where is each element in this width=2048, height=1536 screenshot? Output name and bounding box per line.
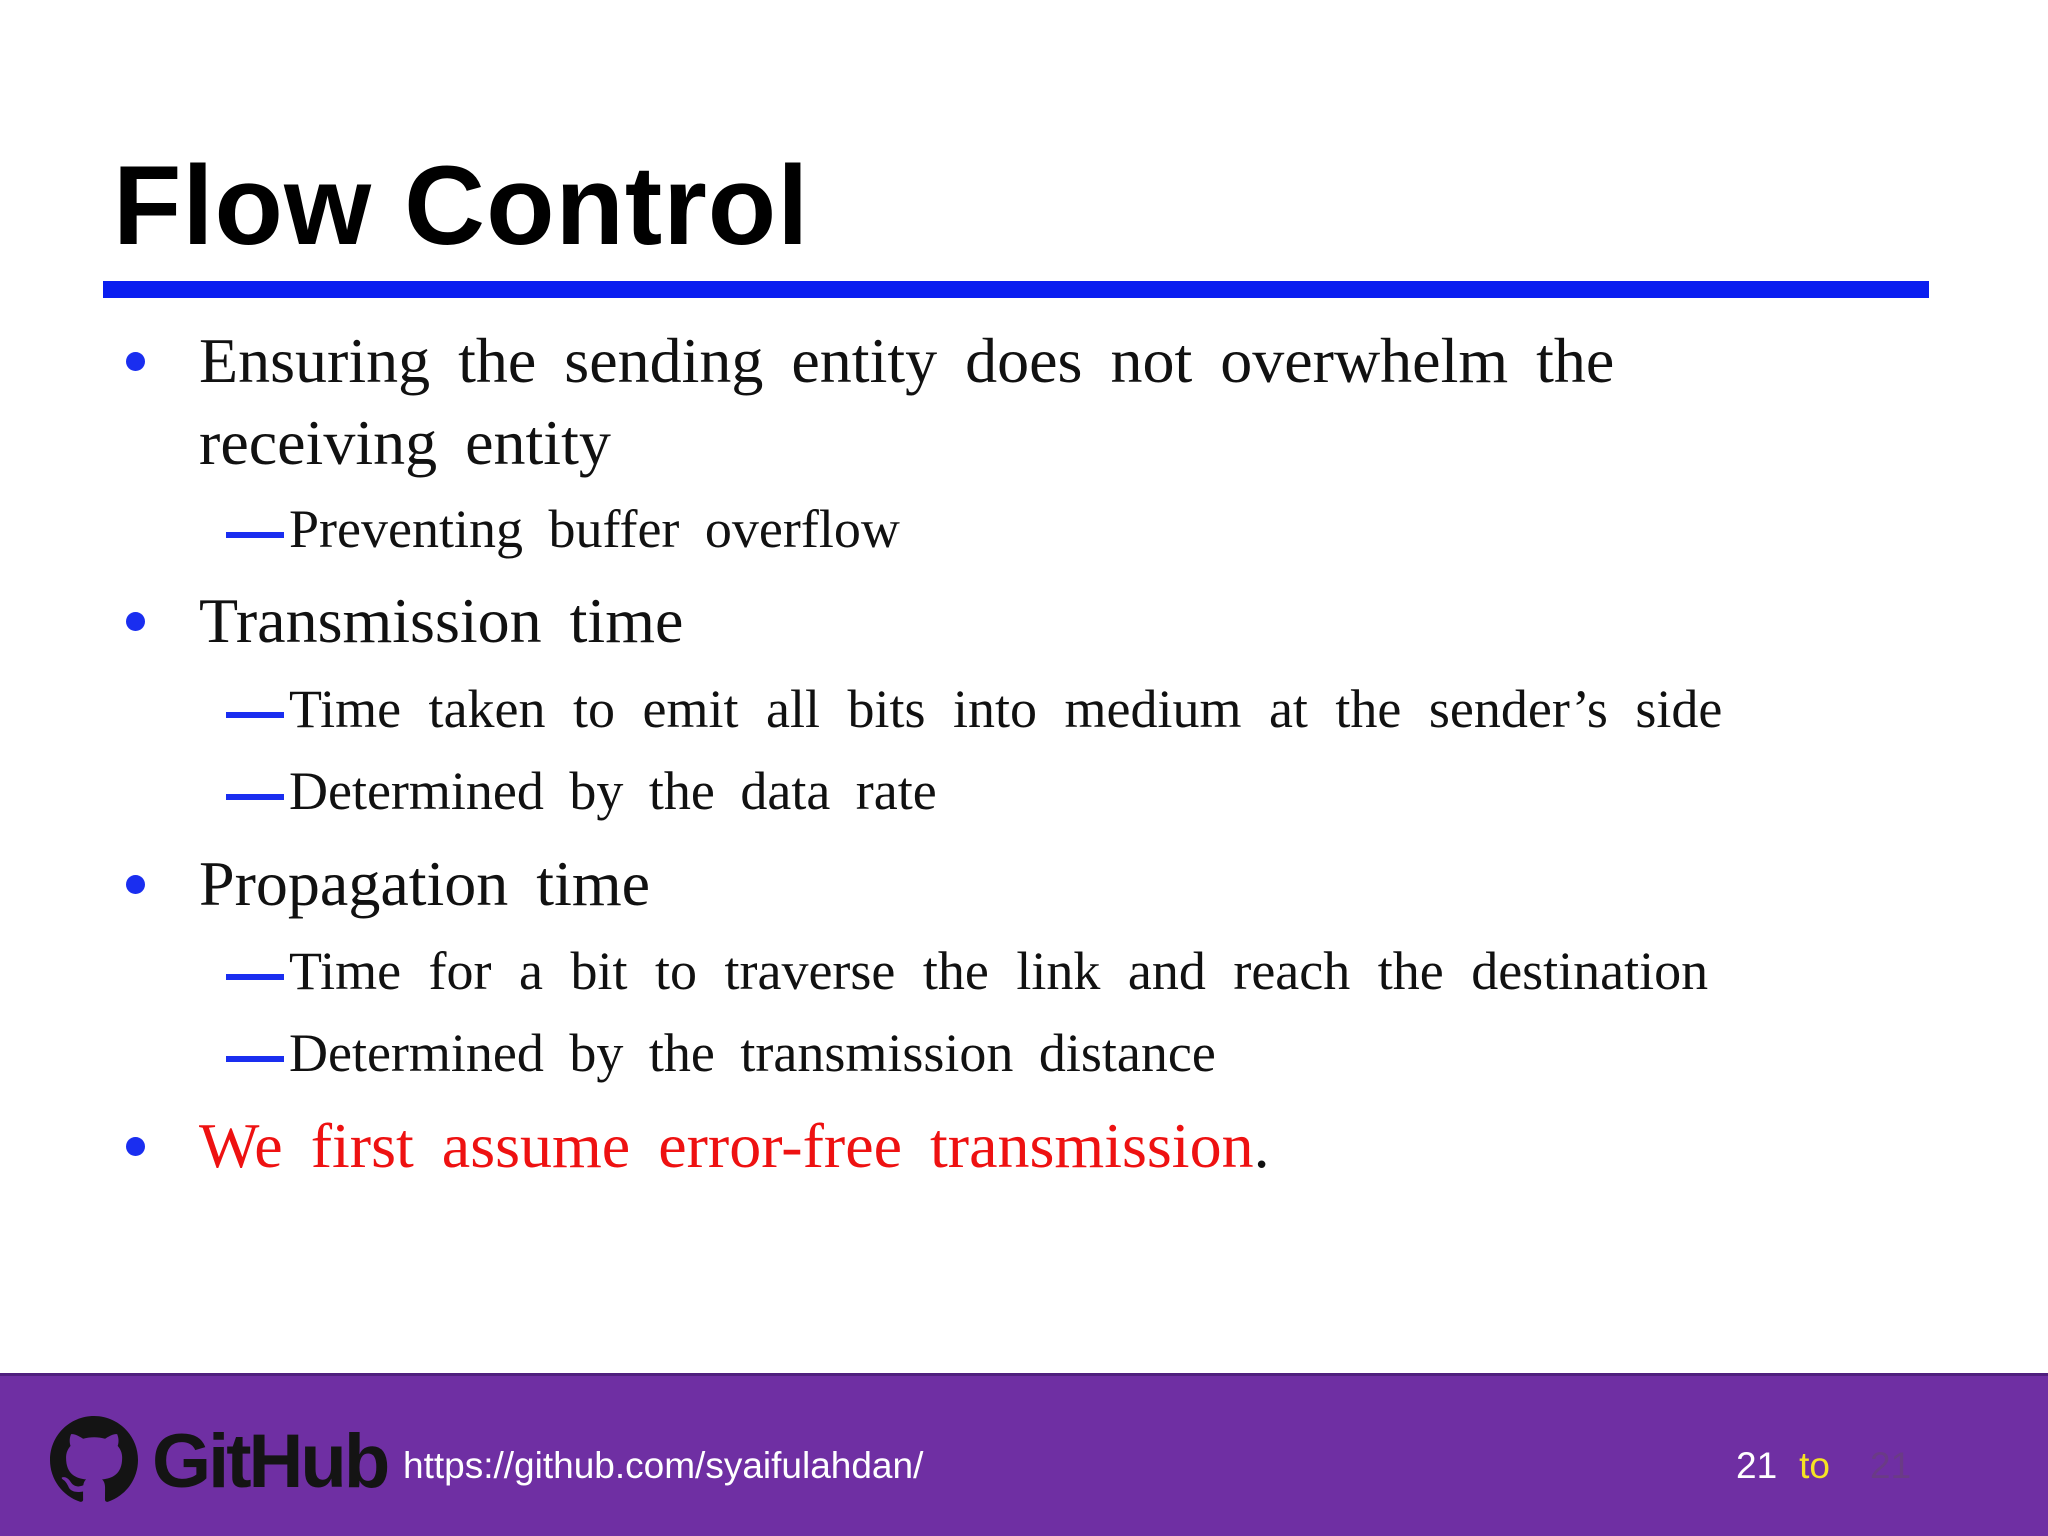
sub-bullet-marker (226, 712, 284, 718)
page-current: 21 (1736, 1445, 1778, 1486)
page-separator: to (1799, 1445, 1831, 1486)
bullet-item-3: Propagation time (199, 848, 651, 919)
bullet-item-2: Transmission time (199, 585, 684, 656)
sub-bullet-marker (226, 532, 284, 538)
footer-url-link[interactable]: https://github.com/syaifulahdan/ (403, 1445, 924, 1486)
page-indicator (1736, 1445, 1911, 1487)
bullet-item-1-line-1: Ensuring the sending entity does not overwhelm the (199, 325, 1615, 396)
sub-item-2-1: Time taken to emit all bits into medium at the sender’s side (289, 679, 1723, 739)
sub-bullet-marker (226, 974, 284, 980)
slide-title: Flow Control (113, 143, 810, 268)
sub-item-3-1: Time for a bit to traverse the link and reach the destination (289, 941, 1709, 1001)
highlighted-statement: We first assume error-free transmission (199, 1110, 1254, 1181)
page-total: 21 (1870, 1445, 1912, 1486)
bullet-item-1-line-2: receiving entity (199, 407, 611, 478)
bullet-marker (126, 352, 145, 371)
bullet-marker (126, 612, 145, 631)
title-underline (103, 281, 1929, 298)
bullet-marker (126, 1137, 145, 1156)
sub-item-2-2: Determined by the data rate (289, 761, 937, 821)
sub-bullet-marker (226, 794, 284, 800)
sub-item-3-2: Determined by the transmission distance (289, 1023, 1216, 1083)
bullet-item-4 (199, 1105, 1270, 1187)
bullet-marker (126, 875, 145, 894)
footer-bar (0, 1373, 2048, 1536)
sub-item-1-1: Preventing buffer overflow (289, 499, 900, 559)
github-octocat-icon (50, 1416, 138, 1504)
statement-period: . (1253, 1110, 1270, 1181)
sub-bullet-marker (226, 1056, 284, 1062)
github-logo-text: GitHub (152, 1419, 388, 1504)
